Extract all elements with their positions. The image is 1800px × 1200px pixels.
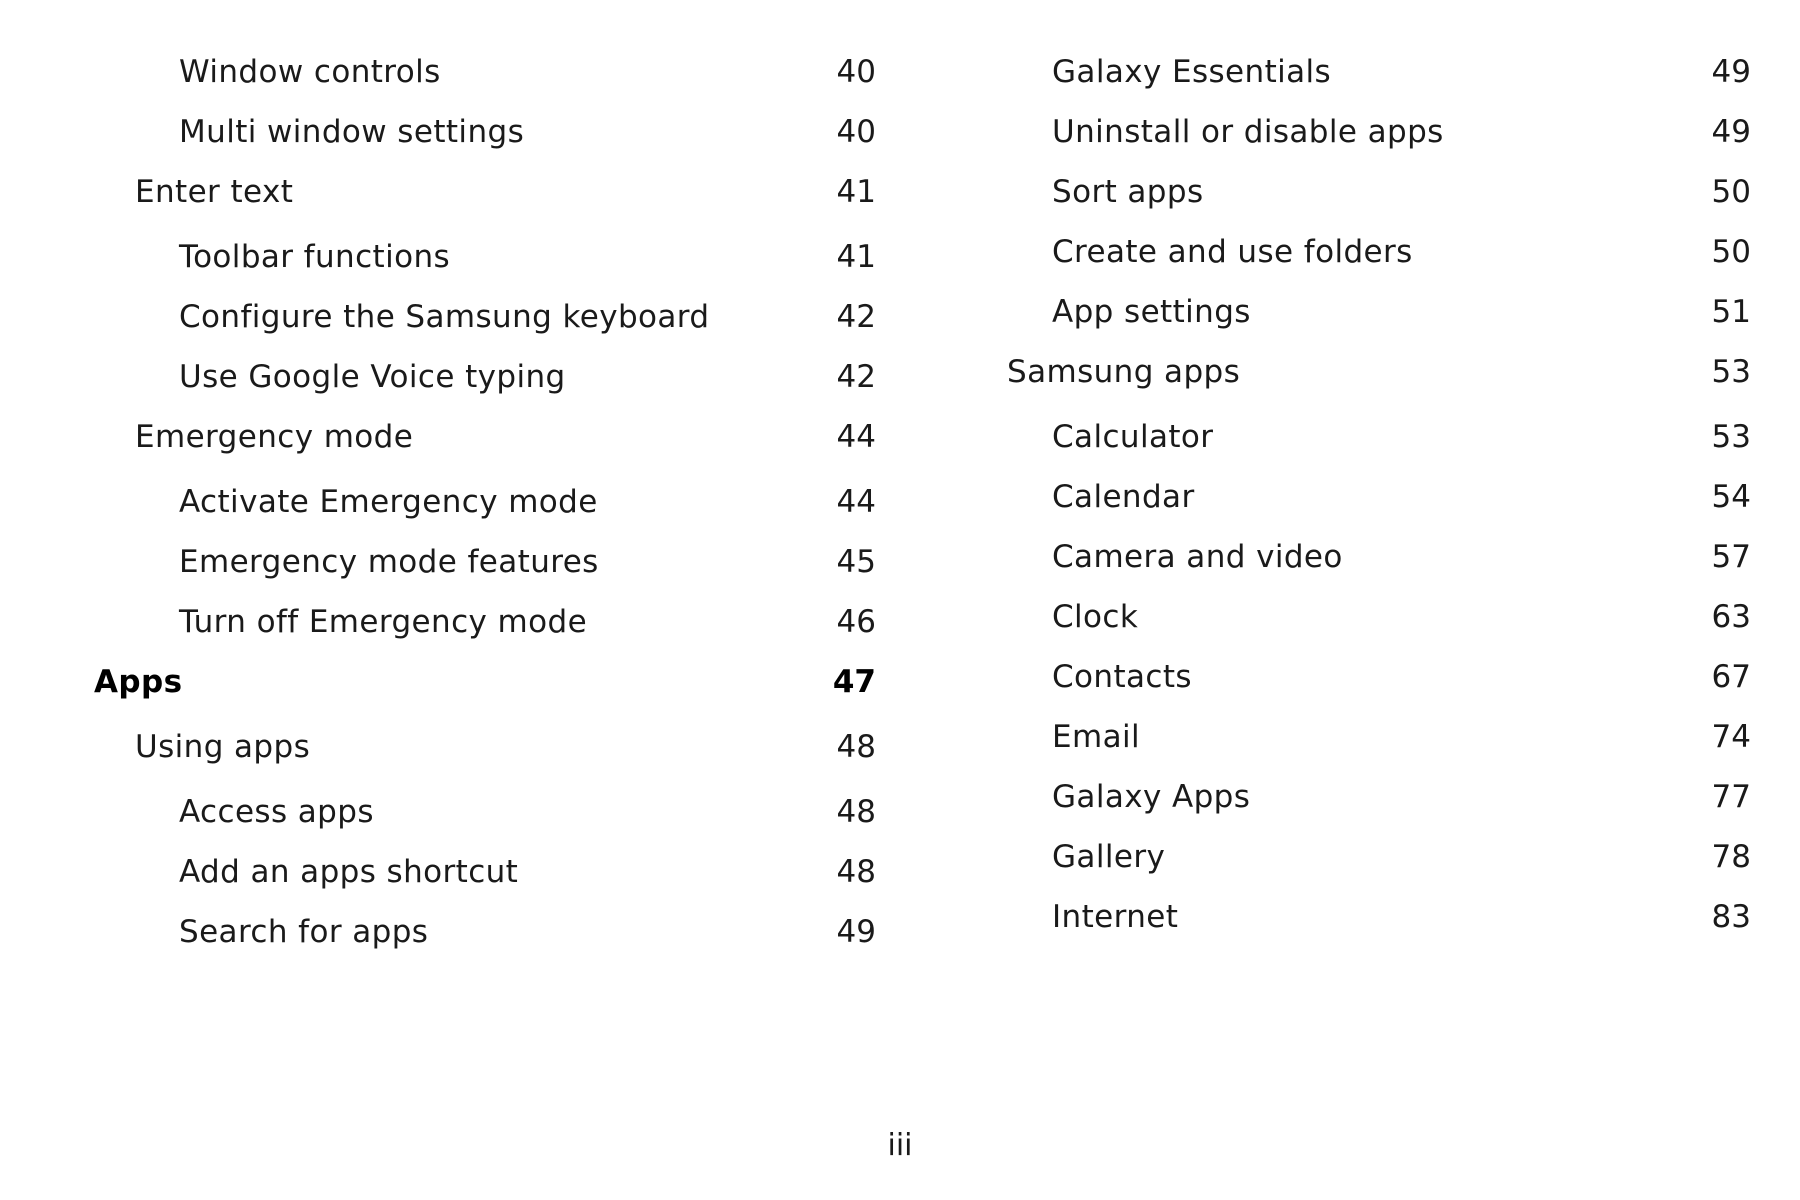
toc-entry-title: Create and use folders	[1052, 234, 1413, 270]
toc-entry-title: Toolbar functions	[179, 239, 451, 275]
toc-entry-page-number: 46	[836, 604, 876, 640]
toc-entry[interactable]	[900, 597, 1800, 637]
toc-entry-title: Samsung apps	[1007, 354, 1241, 390]
toc-entry[interactable]	[0, 542, 900, 582]
toc-entry-page-number: 49	[1711, 54, 1751, 90]
toc-entry-title: Search for apps	[179, 914, 429, 950]
toc-entry-page-number: 74	[1711, 719, 1751, 755]
toc-entry-title: Sort apps	[1052, 174, 1204, 210]
toc-entry[interactable]	[0, 172, 900, 212]
toc-entry[interactable]	[900, 52, 1800, 92]
toc-entry-title: Multi window settings	[179, 114, 525, 150]
toc-entry-title: Access apps	[179, 794, 374, 830]
toc-entry[interactable]	[900, 897, 1800, 937]
toc-entry-title: Emergency mode features	[179, 544, 599, 580]
toc-entry-page-number: 54	[1711, 479, 1751, 515]
toc-entry[interactable]	[0, 727, 900, 767]
toc-entry-page-number: 67	[1711, 659, 1751, 695]
toc-entry-title: Apps	[94, 664, 183, 700]
toc-entry-page-number: 50	[1711, 174, 1751, 210]
toc-entry-page-number: 57	[1711, 539, 1751, 575]
toc-entry-title: Configure the Samsung keyboard	[179, 299, 710, 335]
toc-entry-page-number: 49	[1711, 114, 1751, 150]
toc-entry[interactable]	[900, 837, 1800, 877]
toc-entry[interactable]	[0, 52, 900, 92]
toc-entry-page-number: 77	[1711, 779, 1751, 815]
toc-entry[interactable]	[900, 352, 1800, 392]
toc-entry-page-number: 50	[1711, 234, 1751, 270]
toc-entry-page-number: 45	[836, 544, 876, 580]
toc-entry[interactable]	[900, 477, 1800, 517]
toc-entry-page-number: 48	[836, 794, 876, 830]
toc-entry-page-number: 53	[1711, 354, 1751, 390]
toc-entry-title: Window controls	[179, 54, 441, 90]
toc-entry-page-number: 48	[836, 729, 876, 765]
toc-entry[interactable]	[0, 297, 900, 337]
toc-entry[interactable]	[900, 172, 1800, 212]
toc-entry-page-number: 53	[1711, 419, 1751, 455]
toc-entry-page-number: 44	[836, 484, 876, 520]
toc-entry-title: Galaxy Essentials	[1052, 54, 1332, 90]
toc-entry-title: Contacts	[1052, 659, 1192, 695]
toc-entry-title: Use Google Voice typing	[179, 359, 566, 395]
toc-entry-page-number: 40	[836, 54, 876, 90]
toc-entry[interactable]	[0, 482, 900, 522]
toc-entry[interactable]	[0, 417, 900, 457]
toc-entry[interactable]	[0, 602, 900, 642]
toc-entry[interactable]	[0, 852, 900, 892]
toc-entry-page-number: 78	[1711, 839, 1751, 875]
page-number: iii	[887, 1128, 913, 1163]
toc-entry-page-number: 40	[836, 114, 876, 150]
toc-entry-page-number: 41	[836, 174, 876, 210]
toc-entry-page-number: 42	[836, 299, 876, 335]
toc-entry-page-number: 42	[836, 359, 876, 395]
toc-entry-title: Calculator	[1052, 419, 1214, 455]
toc-entry[interactable]	[900, 112, 1800, 152]
toc-entry-title: App settings	[1052, 294, 1251, 330]
toc-entry-page-number: 51	[1711, 294, 1751, 330]
toc-entry[interactable]	[900, 717, 1800, 757]
toc-entry[interactable]	[0, 112, 900, 152]
toc-entry-title: Email	[1052, 719, 1141, 755]
toc-entry-page-number: 44	[836, 419, 876, 455]
toc-entry[interactable]	[900, 657, 1800, 697]
toc-entry[interactable]	[0, 357, 900, 397]
toc-entry-title: Galaxy Apps	[1052, 779, 1251, 815]
toc-entry-page-number: 47	[832, 664, 876, 700]
toc-entry-title: Add an apps shortcut	[179, 854, 519, 890]
toc-entry-title: Clock	[1052, 599, 1139, 635]
toc-entry-title: Calendar	[1052, 479, 1195, 515]
toc-entry-page-number: 83	[1711, 899, 1751, 935]
toc-entry-title: Camera and video	[1052, 539, 1343, 575]
toc-entry[interactable]	[0, 912, 900, 952]
toc-entry-page-number: 49	[836, 914, 876, 950]
toc-entry[interactable]	[900, 417, 1800, 457]
toc-entry-title: Emergency mode	[135, 419, 414, 455]
toc-entry[interactable]	[900, 232, 1800, 272]
toc-entry[interactable]	[900, 537, 1800, 577]
toc-entry[interactable]	[900, 292, 1800, 332]
toc-entry-title: Turn off Emergency mode	[179, 604, 588, 640]
toc-entry-title: Activate Emergency mode	[179, 484, 598, 520]
toc-entry[interactable]	[0, 662, 900, 702]
toc-entry[interactable]	[900, 777, 1800, 817]
toc-entry-page-number: 63	[1711, 599, 1751, 635]
toc-entry-title: Using apps	[135, 729, 311, 765]
toc-entry-page-number: 48	[836, 854, 876, 890]
toc-entry-title: Gallery	[1052, 839, 1166, 875]
toc-entry-title: Enter text	[135, 174, 294, 210]
toc-entry[interactable]	[0, 792, 900, 832]
toc-entry-page-number: 41	[836, 239, 876, 275]
toc-entry-title: Internet	[1052, 899, 1179, 935]
toc-entry-title: Uninstall or disable apps	[1052, 114, 1444, 150]
toc-entry[interactable]	[0, 237, 900, 277]
